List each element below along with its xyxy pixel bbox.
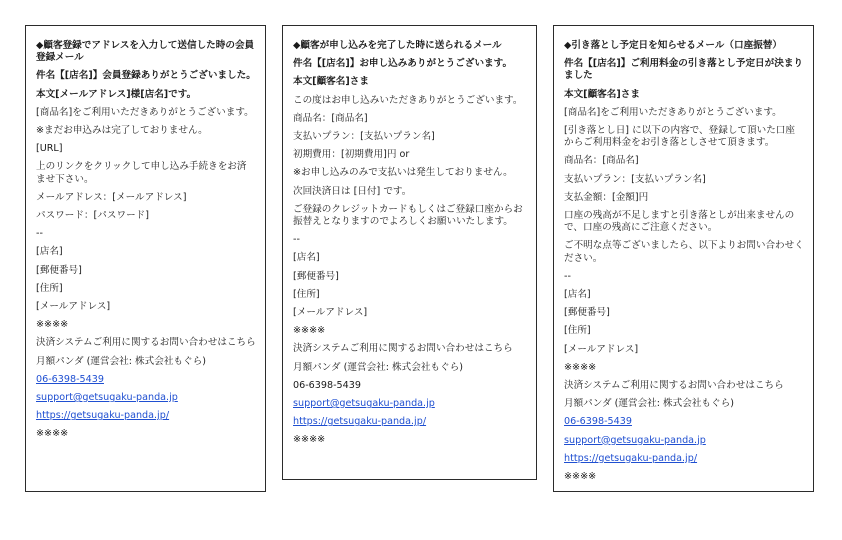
email-body-line: ※※※※ [293,325,326,337]
email-body-line: [郵便番号] [293,270,339,282]
email-body-line: [住所] [36,282,63,294]
email-body-line: ※※※※ [564,361,597,373]
email-body-line: 06-6398-5439 [293,379,361,391]
email-body-line: [メールアドレス] [293,307,368,319]
email-body-line: 初期費用：[初期費用]円 or [293,149,410,161]
email-body-line: ※※※※ [36,428,69,440]
email-body-line: [メールアドレス] [36,301,111,313]
email-body-line: 口座の残高が不足しますと引き落としが出来ませんので、口座の残高にご注意ください。 [564,210,795,234]
email-template-application-complete [282,25,537,480]
contact-link[interactable]: https://getsugaku-panda.jp/ [293,416,427,428]
email-header-line: 本文[顧客名]さま [293,76,369,88]
email-body-line: ※※※※ [564,471,597,483]
contact-link[interactable]: https://getsugaku-panda.jp/ [564,452,698,464]
email-body-line: -- [36,228,43,240]
email-header-line: 本文[顧客名]さま [564,88,640,100]
email-header-line: 件名【[店名]】会員登録ありがとうございました。 [36,70,256,82]
email-body-line: 支払いプラン：[支払いプラン名] [293,131,435,143]
email-body-line: [店名] [564,289,591,301]
email-body-line: [引き落とし日] に以下の内容で、登録して頂いた口座からご利用料金をお引き落としさせて頂きます。 [564,125,795,149]
email-template-debit-notice [553,25,814,492]
email-body-line: [商品名]をご利用いただきありがとうございます。 [564,106,782,118]
email-body-line: 月額パンダ (運営会社: 株式会社もぐら) [293,361,463,373]
email-body-line: 次回決済日は [日付] です。 [293,185,412,197]
email-body-line: -- [293,234,300,246]
email-header-line: 件名【[店名]】お申し込みありがとうございます。 [293,58,513,70]
email-body-line: 支払いプラン：[支払いプラン名] [564,173,706,185]
email-body-line: 決済システムご利用に関するお問い合わせはこちら [293,343,513,355]
email-body-line: 商品名：[商品名] [293,112,368,124]
email-body-line: 上のリンクをクリックして申し込み手続きをお済ませ下さい。 [36,161,247,185]
email-body-line: この度はお申し込みいただきありがとうございます。 [293,94,523,106]
email-body-line: 支払金額：[金額]円 [564,191,649,203]
email-body-line: [住所] [293,288,320,300]
email-body-line: [郵便番号] [564,307,610,319]
contact-link[interactable]: support@getsugaku-panda.jp [293,398,435,410]
email-body-line: [郵便番号] [36,264,82,276]
email-body-line: 月額パンダ (運営会社: 株式会社もぐら) [564,398,734,410]
email-body-line: パスワード：[パスワード] [36,210,150,222]
email-header-line: ◆顧客が申し込みを完了した時に送られるメール [293,40,502,51]
contact-link[interactable]: support@getsugaku-panda.jp [36,392,178,404]
email-body-line: ※※※※ [293,434,326,446]
contact-link[interactable]: 06-6398-5439 [36,373,104,385]
email-body-line: [商品名]をご利用いただきありがとうございます。 [36,106,254,118]
email-body-line: [店名] [293,252,320,264]
email-body-line: [住所] [564,325,591,337]
email-body-line: ※まだお申込みは完了しておりません。 [36,125,208,137]
contact-link[interactable]: support@getsugaku-panda.jp [564,434,706,446]
email-header-line: 本文[メールアドレス]様[店名]です。 [36,88,197,100]
contact-link[interactable]: https://getsugaku-panda.jp/ [36,410,170,422]
email-body-line: [メールアドレス] [564,343,639,355]
contact-link[interactable]: 06-6398-5439 [564,416,632,428]
email-body-line: 決済システムご利用に関するお問い合わせはこちら [564,380,784,392]
email-body-line: 月額パンダ (運営会社: 株式会社もぐら) [36,355,206,367]
email-body-line: ※※※※ [36,319,69,331]
email-header-line: ◆引き落とし予定日を知らせるメール（口座振替） [564,40,782,51]
email-body-line: -- [564,270,571,282]
email-body-line: ※お申し込みのみで支払いは発生しておりません。 [293,167,513,179]
email-body-line: 決済システムご利用に関するお問い合わせはこちら [36,337,256,349]
email-body-line: [店名] [36,246,63,258]
email-template-member-registration [25,25,266,492]
email-body-line: メールアドレス：[メールアドレス] [36,191,187,203]
email-body-line: [URL] [36,143,63,155]
email-header-line: 件名【[店名]】ご利用料金の引き落とし予定日が決まりました [564,58,804,82]
email-body-line: ご不明な点等ございましたら、以下よりお問い合わせください。 [564,240,804,264]
email-body-line: ご登録のクレジットカードもしくはご登録口座からお振替えとなりますのでよろしくお願いいたします。 [293,203,523,228]
email-header-line: ◆顧客登録でアドレスを入力して送信した時の会員登録メール [36,40,255,64]
email-body-line: 商品名：[商品名] [564,155,639,167]
